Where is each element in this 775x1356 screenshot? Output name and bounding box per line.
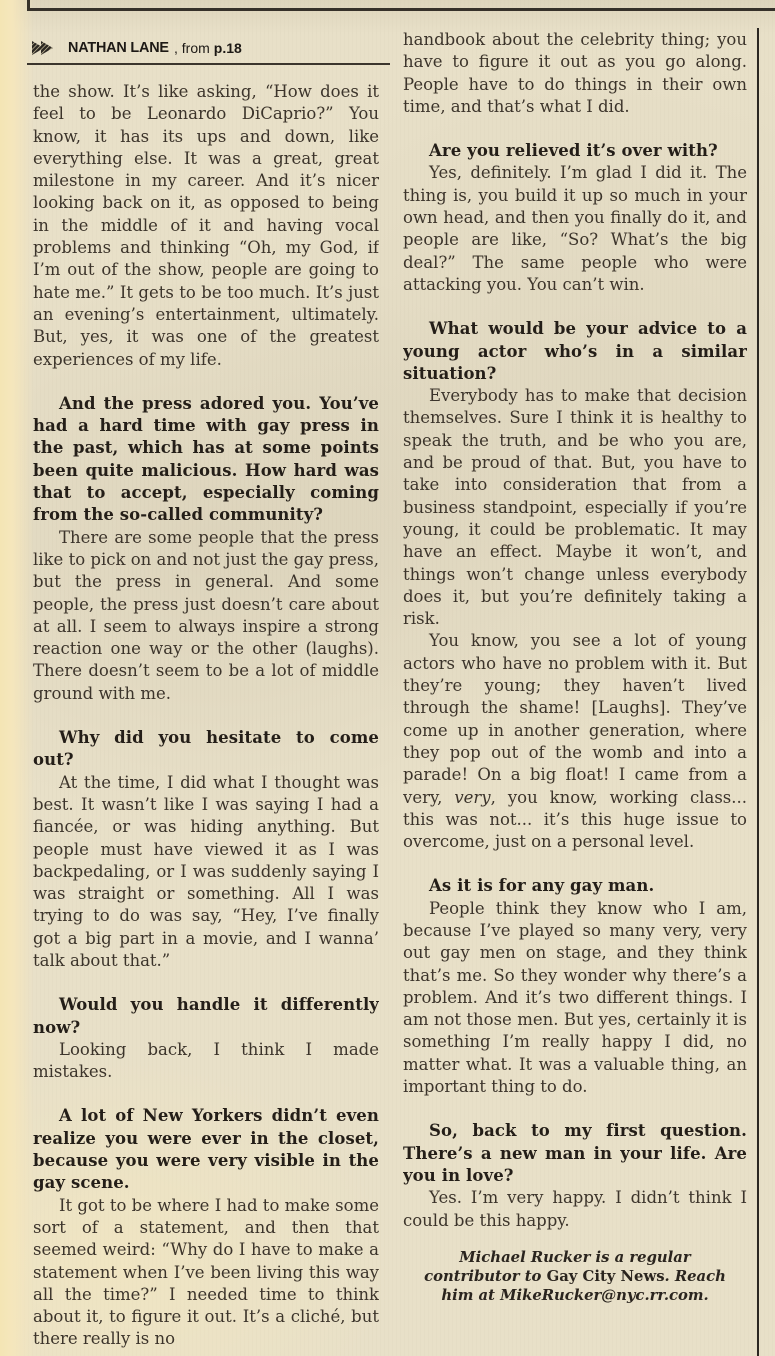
interview-question: So, back to my first question. There’s a new man in your life. Are you in love?: [403, 1121, 747, 1185]
continuation-from-text: , from: [174, 39, 210, 56]
interview-answer: There are some people that the press like to pick on and not just the gay press, but the press in general. And some people, the press just doesn’t care about at all. I seem to always inspire a strong reaction one way or the other (laughs). There doesn’t seem to be a lot of middle ground with me.: [33, 527, 379, 703]
interview-answer: Looking back, I think I made mistakes.: [33, 1039, 379, 1082]
header-underline-rule: [27, 63, 390, 65]
interview-answer: the show. It’s like asking, “How does it feel to be Leonardo DiCaprio?” You know, it has its ups and down, like everything else. It was a great, great milestone in my career. And it’s nicer looking back on it, as opposed to being in the middle of it and having vocal problems and thinking “Oh, my God, if I’m out of the show, people are going to hate me.” It gets to be too much. It’s just an evening’s entertainment, ultimately. But, yes, it was one of the greatest experiences of my life.: [33, 82, 379, 369]
interview-answer: Yes, definitely. I’m glad I did it. The thing is, you build it up so much in your own head, and then you finally do it, and people are like, “So? What’s the big deal?” The same people who were attacking you. You can’t win.: [403, 163, 747, 294]
contributor-contact-text: . Reach him at MikeRucker@nyc.rr.com.: [441, 1267, 726, 1304]
article-column-left: [33, 81, 379, 1356]
interview-question: And the press adored you. You’ve had a hard time with gay press in the past, which has at some points been quite malicious. How hard was that to accept, especially coming from the so-called community?: [33, 393, 379, 525]
forward-triangles-icon: [32, 40, 58, 56]
answer-text: , you know, working class... this was not... it’s this huge issue to overcome, just on a personal level.: [403, 787, 747, 852]
interview-answer: Yes. I’m very happy. I didn’t think I could be this happy.: [403, 1188, 747, 1230]
continuation-name: NATHAN LANE: [68, 39, 169, 56]
interview-question: Are you relieved it’s over with?: [429, 141, 718, 161]
interview-answer: At the time, I did what I thought was best. It wasn’t like I was saying I had a fiancée, or was hiding anything. But people must have viewed it as I was backpedaling, or I was suddenly saying I was straight or something. All I was trying to do was say, “Hey, I’ve finally got a big part in a movie, and I wanna’ talk about that.”: [33, 772, 379, 970]
column-divider-rule: [757, 28, 759, 1356]
interview-question: A lot of New Yorkers didn’t even realize you were ever in the closet, because you were very visible in the gay scene.: [33, 1106, 379, 1193]
answer-text: You know, you see a lot of young actors who have no problem with it. But they’re young; they haven’t lived through the shame! [Laughs]. They’ve come up in another generation, where they pop out of the womb and into a parade! On a big float! I came from a very,: [403, 631, 747, 807]
interview-question: Why did you hesitate to come out?: [33, 728, 379, 770]
interview-answer: Everybody has to make that decision themselves. Sure I think it is healthy to speak the truth, and be who you are, and be proud of that. But, you have to take into consideration that from a business standpoint, especially if you’re young, it could be problematic. It may have an effect. Maybe it won’t, and things won’t change unless everybody does it, but you’re definitely taking a risk.: [403, 386, 747, 629]
interview-answer: People think they know who I am, because I’ve played so many very, very out gay men on stage, and they think that’s me. So they wonder why there’s a problem. And it’s two different things. I am not those men. But yes, certainly it is something I’m really happy I did, no matter what. It was a valuable thing, an important thing to do.: [403, 898, 747, 1097]
interview-question: What would be your advice to a young actor who’s in a similar situation?: [403, 319, 747, 383]
publication-name: Gay City News: [546, 1267, 665, 1285]
interview-question: As it is for any gay man.: [429, 876, 655, 896]
top-horizontal-rule: [27, 8, 775, 11]
continuation-page-ref: p.18: [213, 39, 242, 56]
interview-answer: handbook about the celebrity thing; you have to figure it out as you go along. People have to do things in their own time, and that’s what I did.: [403, 30, 747, 116]
contributor-note-text: Michael Rucker is a regular contributor to: [424, 1248, 691, 1285]
interview-question: Would you handle it differently now?: [33, 995, 379, 1037]
article-column-right: [403, 29, 747, 1356]
emphasized-word: very: [454, 787, 491, 807]
interview-answer: [403, 630, 747, 853]
interview-answer: It got to be where I had to make some sort of a statement, and then that seemed weird: “Why do I have to make a statement when I’ve been living this way all the time?” I needed time to think about it, to figure it out. It’s a cliché, but there really is no: [33, 1195, 379, 1349]
continuation-header: [32, 39, 392, 56]
contributor-note: [403, 1248, 747, 1305]
